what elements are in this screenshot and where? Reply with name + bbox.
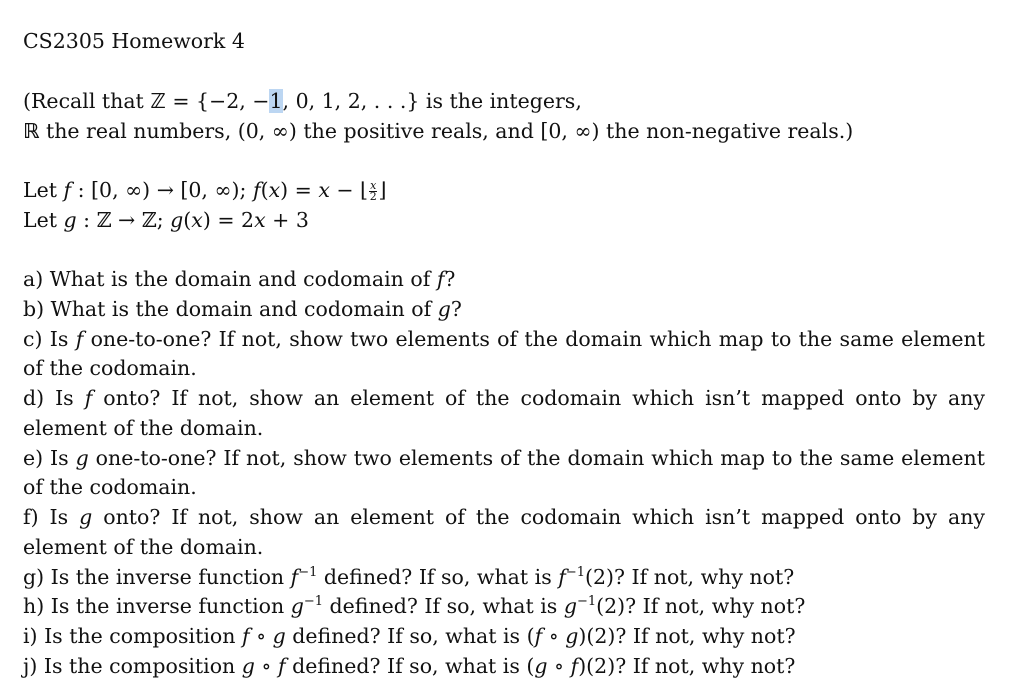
question-g: g) Is the inverse function $f^{-1}$ defined? If so, what is $f^{-1}(2)$? If not, why not? [23, 565, 795, 589]
fraction-x-over-2: $\frac{x}{2}$ [369, 179, 377, 203]
question-f-cont: element of the domain. [23, 535, 264, 559]
question-d-cont: element of the domain. [23, 416, 264, 440]
question-c-cont: of the codomain. [23, 356, 197, 380]
definition-g: Let g : ℤ → ℤ; g(x) = 2x + 3 [23, 208, 309, 232]
question-b: b) What is the domain and codomain of g? [23, 297, 462, 321]
recall-line-2: ℝ the real numbers, (0, ∞) the positive reals, and [0, ∞) the non-negative reals.) [23, 119, 854, 143]
doc-title: CS2305 Homework 4 [23, 29, 245, 53]
question-d: d) Is f onto? If not, show an element of the codomain which isn’t mapped onto by any [23, 386, 985, 410]
question-h: h) Is the inverse function $g^{-1}$ defined? If so, what is $g^{-1}(2)$? If not, why not? [23, 594, 806, 618]
question-c: c) Is f one-to-one? If not, show two elements of the domain which map to the same element [23, 327, 985, 351]
question-f: f) Is g onto? If not, show an element of the codomain which isn’t mapped onto by any [23, 505, 985, 529]
question-j: j) Is the composition g ∘ f defined? If so, what is (g ∘ f)(2)? If not, why not? [23, 654, 796, 678]
selected-text[interactable]: 1 [269, 89, 283, 113]
question-a: a) What is the domain and codomain of f? [23, 267, 456, 291]
recall-line-1: (Recall that ℤ = {−2, −1, 0, 1, 2, . . .} is the integers, [23, 89, 582, 113]
definition-f: Let f : [0, ∞) → [0, ∞); f(x) = x − ⌊ $\frac{x}{2}$ ⌋ [23, 178, 387, 203]
question-i: i) Is the composition f ∘ g defined? If so, what is (f ∘ g)(2)? If not, why not? [23, 624, 796, 648]
question-e: e) Is g one-to-one? If not, show two elements of the domain which map to the same element [23, 446, 985, 470]
question-e-cont: of the codomain. [23, 475, 197, 499]
